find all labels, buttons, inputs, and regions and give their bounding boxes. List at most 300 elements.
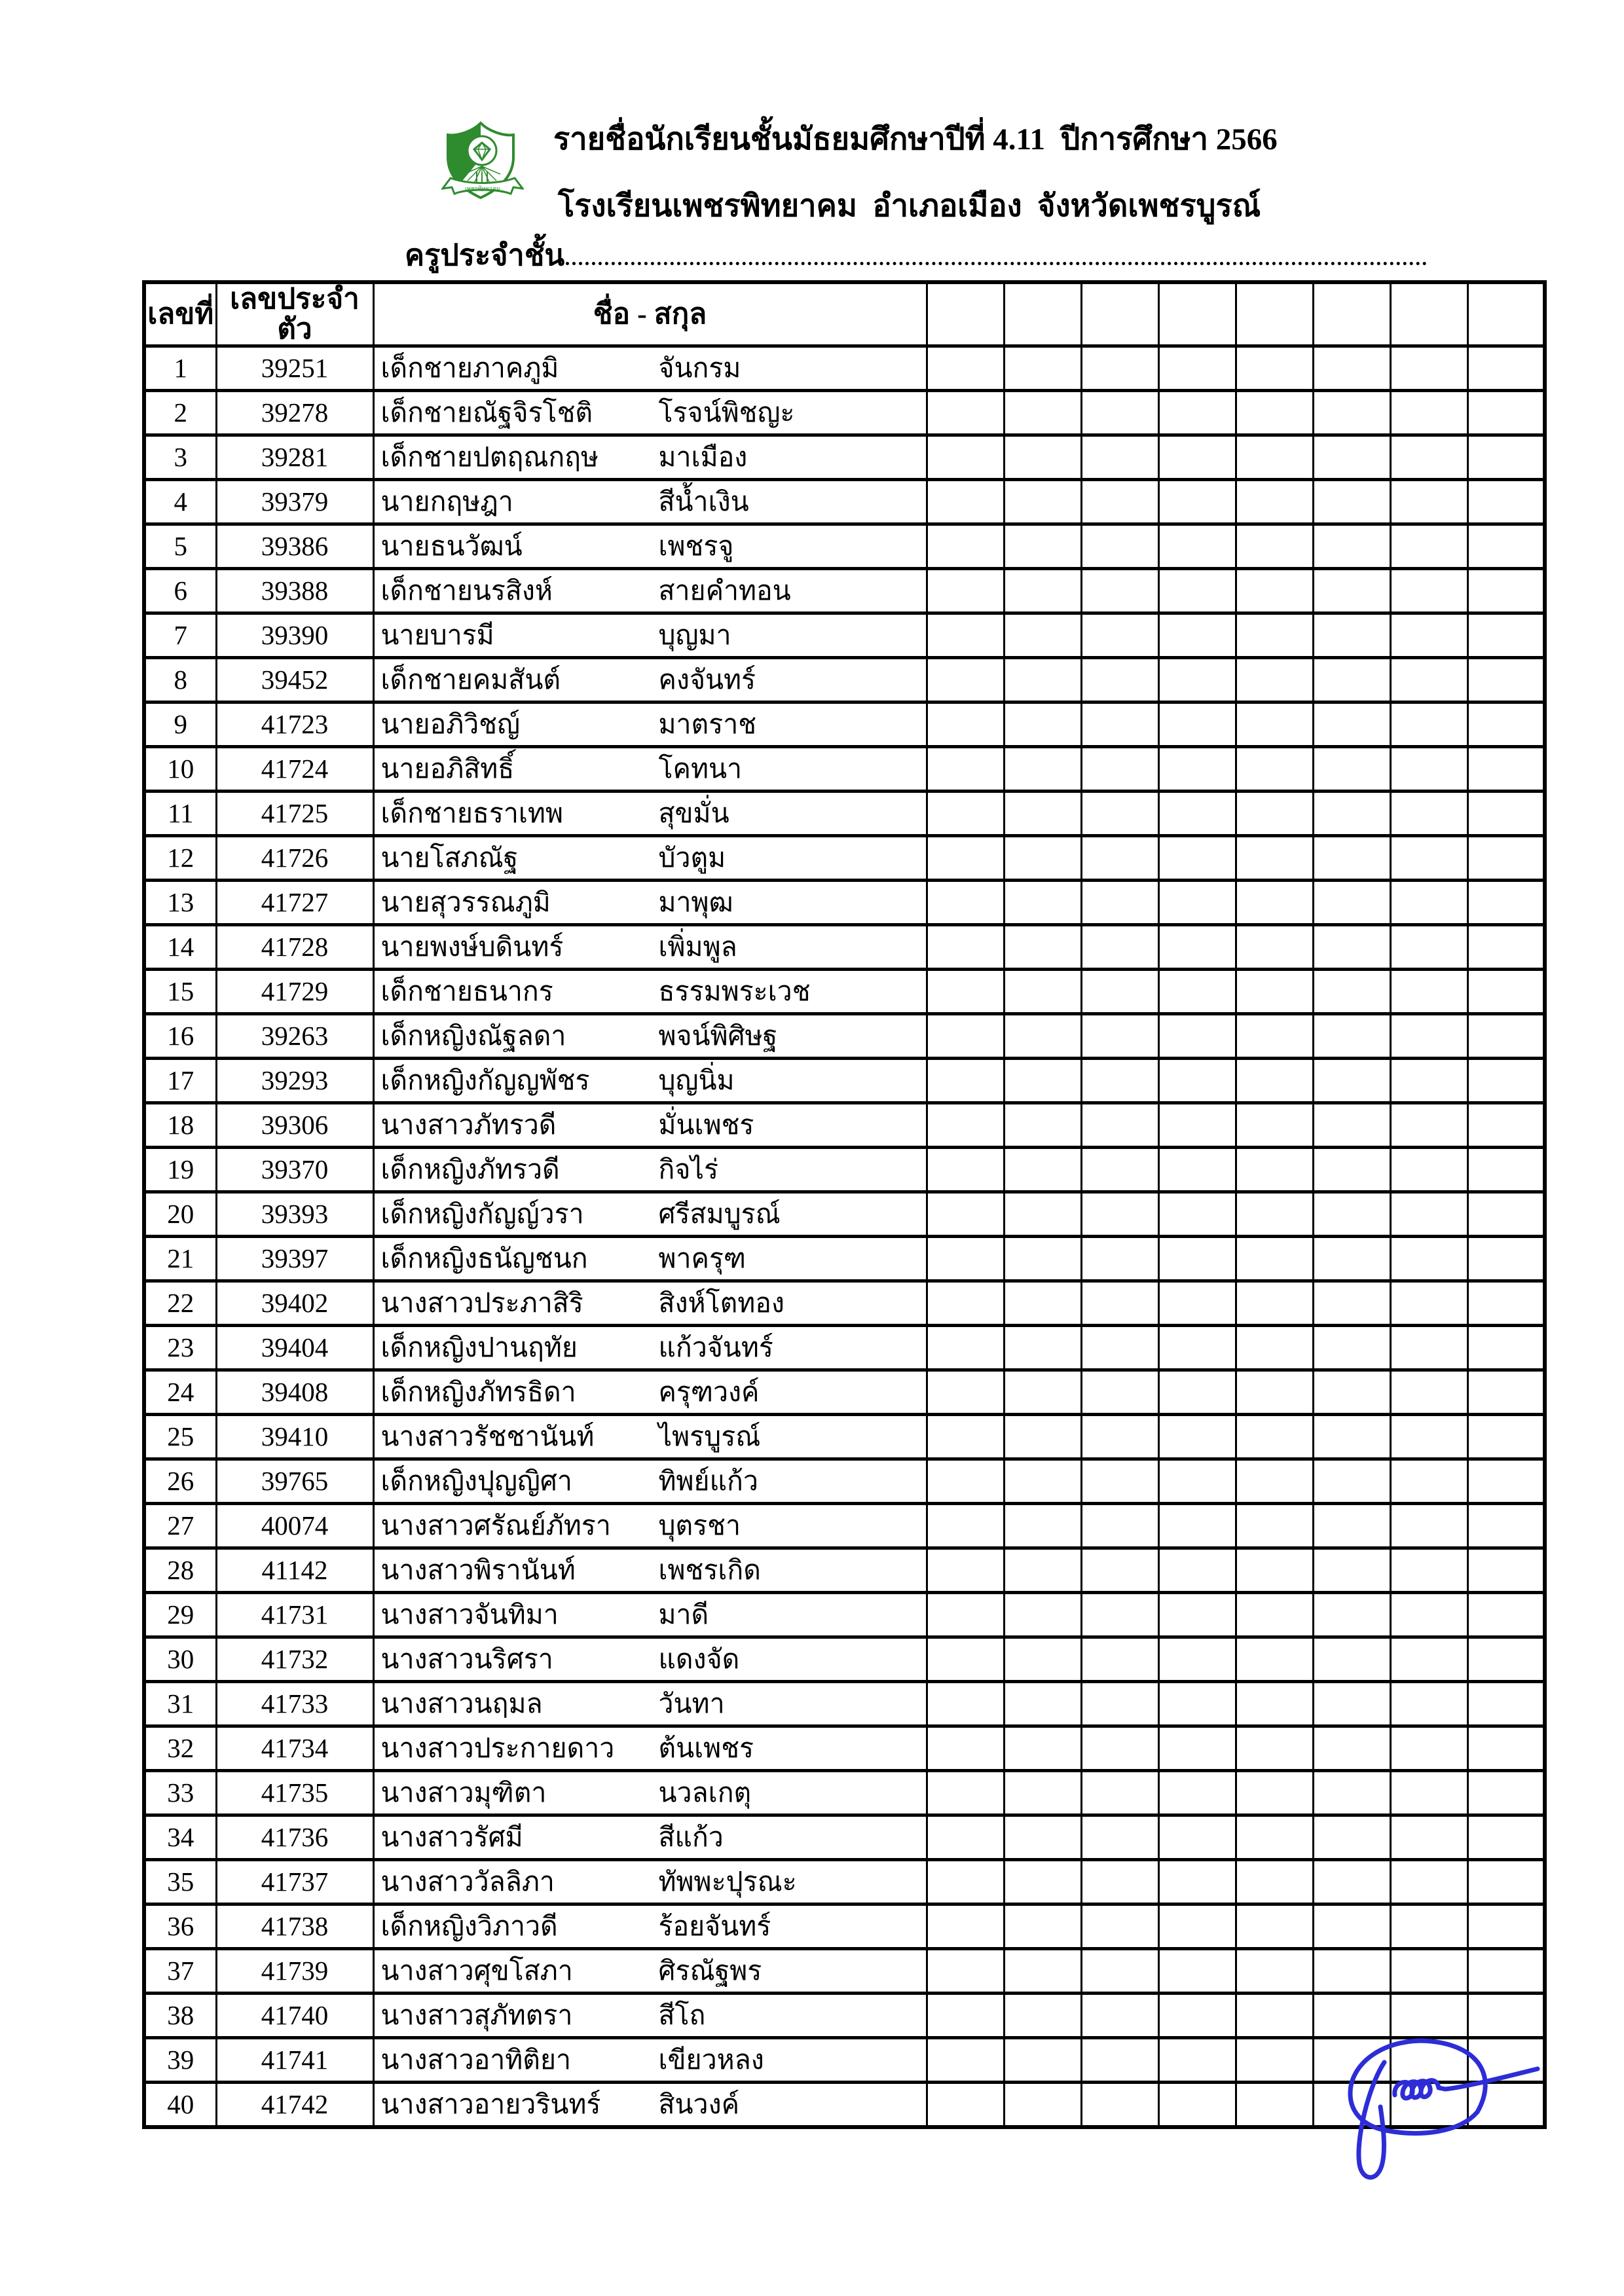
header-row [144, 282, 1545, 346]
empty-cell [1158, 925, 1236, 970]
empty-cell [1313, 1504, 1390, 1548]
empty-cell [1236, 1014, 1313, 1059]
empty-cell [1313, 970, 1390, 1014]
student-name [373, 1148, 927, 1192]
empty-cell [1467, 524, 1545, 569]
student-id: 39402 [216, 1281, 373, 1326]
table-row [144, 1103, 1545, 1148]
empty-cell [1081, 1192, 1158, 1237]
last-name: เพชรจู [658, 531, 734, 562]
student-name [373, 1682, 927, 1726]
first-name: เด็กหญิงธนัญชนก [380, 1243, 588, 1274]
empty-cell [1158, 1504, 1236, 1548]
table-row [144, 480, 1545, 524]
empty-cell [1236, 836, 1313, 881]
empty-cell [1390, 925, 1467, 970]
table-row [144, 747, 1545, 792]
table-row [144, 1949, 1545, 1994]
empty-cell [1236, 1148, 1313, 1192]
empty-cell [1004, 747, 1081, 792]
last-name: ต้นเพชร [658, 1733, 754, 1764]
empty-cell [1467, 1815, 1545, 1860]
first-name: นายพงษ์บดินทร์ [380, 932, 564, 962]
last-name: พาครุฑ [658, 1243, 747, 1274]
empty-cell [927, 1860, 1004, 1904]
row-number: 11 [144, 792, 216, 836]
table-row [144, 1459, 1545, 1504]
empty-cell [927, 1548, 1004, 1593]
empty-cell [927, 1014, 1004, 1059]
empty-cell [1467, 1281, 1545, 1326]
last-name: โคทนา [658, 754, 743, 784]
last-name: เพชรเกิด [658, 1555, 761, 1586]
student-id: 39390 [216, 613, 373, 658]
row-number: 27 [144, 1504, 216, 1548]
last-name: ศิรณัฐพร [658, 1956, 762, 1986]
empty-cell [1081, 569, 1158, 613]
empty-cell [1158, 747, 1236, 792]
empty-cell [1004, 881, 1081, 925]
empty-cell [1004, 1459, 1081, 1504]
student-id: 41738 [216, 1904, 373, 1949]
empty-cell [927, 1682, 1004, 1726]
empty-cell [1390, 1860, 1467, 1904]
empty-cell [1158, 792, 1236, 836]
empty-cell [1158, 702, 1236, 747]
table-row [144, 1904, 1545, 1949]
last-name: จันกรม [658, 353, 741, 384]
empty-cell [1390, 970, 1467, 1014]
last-name: สายคำทอน [658, 575, 791, 606]
row-number: 30 [144, 1637, 216, 1682]
empty-cell [1313, 1726, 1390, 1771]
row-number: 8 [144, 658, 216, 702]
table-row [144, 836, 1545, 881]
student-id: 39263 [216, 1014, 373, 1059]
last-name: ทิพย์แก้ว [658, 1466, 758, 1497]
empty-cell [1467, 1994, 1545, 2038]
first-name: นางสาวจันทิมา [380, 1599, 559, 1630]
first-name: เด็กชายณัฐจิรโชติ [380, 397, 593, 428]
empty-cell [1081, 435, 1158, 480]
row-number: 39 [144, 2038, 216, 2083]
empty-cell [1236, 1682, 1313, 1726]
empty-cell [1390, 1815, 1467, 1860]
empty-cell [1081, 702, 1158, 747]
empty-cell [1467, 1504, 1545, 1548]
empty-cell [1004, 1637, 1081, 1682]
empty-header-cell [1390, 282, 1467, 346]
empty-cell [1390, 569, 1467, 613]
empty-cell [1004, 1103, 1081, 1148]
empty-cell [1390, 1548, 1467, 1593]
empty-cell [1390, 1682, 1467, 1726]
empty-cell [1467, 1593, 1545, 1637]
empty-cell [1313, 1103, 1390, 1148]
empty-cell [1004, 435, 1081, 480]
table-row [144, 391, 1545, 435]
empty-cell [927, 747, 1004, 792]
empty-cell [1390, 1059, 1467, 1103]
row-number: 7 [144, 613, 216, 658]
student-name [373, 1237, 927, 1281]
student-name [373, 970, 927, 1014]
empty-cell [1390, 1994, 1467, 2038]
first-name: นายโสภณัฐ [380, 843, 519, 873]
table-row [144, 435, 1545, 480]
row-number: 25 [144, 1415, 216, 1459]
empty-cell [1081, 925, 1158, 970]
first-name: เด็กชายปตฤณกฤษ [380, 442, 599, 473]
student-name [373, 1103, 927, 1148]
first-name: นางสาวศุขโสภา [380, 1956, 573, 1986]
student-id: 41725 [216, 792, 373, 836]
empty-cell [1236, 1860, 1313, 1904]
empty-cell [1158, 1949, 1236, 1994]
empty-cell [1158, 1860, 1236, 1904]
first-name: เด็กหญิงปานฤทัย [380, 1332, 578, 1363]
empty-cell [1081, 1459, 1158, 1504]
student-id: 41728 [216, 925, 373, 970]
empty-cell [1236, 1994, 1313, 2038]
empty-cell [1467, 747, 1545, 792]
first-name: นางสาวประกายดาว [380, 1733, 615, 1764]
last-name: มาเมือง [658, 442, 748, 473]
student-name [373, 881, 927, 925]
empty-cell [1004, 1860, 1081, 1904]
empty-cell [1390, 1237, 1467, 1281]
student-id: 41741 [216, 2038, 373, 2083]
empty-cell [1313, 1415, 1390, 1459]
empty-cell [1390, 391, 1467, 435]
empty-cell [1313, 1370, 1390, 1415]
empty-cell [1004, 1548, 1081, 1593]
empty-cell [1313, 1593, 1390, 1637]
row-number: 21 [144, 1237, 216, 1281]
table-row [144, 1326, 1545, 1370]
empty-cell [1004, 1726, 1081, 1771]
table-row [144, 702, 1545, 747]
first-name: เด็กชายภาคภูมิ [380, 353, 559, 384]
empty-cell [1236, 346, 1313, 391]
empty-cell [1467, 1059, 1545, 1103]
empty-cell [927, 702, 1004, 747]
last-name: บัวตูม [658, 843, 726, 873]
table-row [144, 1370, 1545, 1415]
student-name [373, 658, 927, 702]
student-id: 41733 [216, 1682, 373, 1726]
empty-cell [1158, 1148, 1236, 1192]
empty-cell [1158, 1326, 1236, 1370]
empty-cell [1313, 1459, 1390, 1504]
row-number: 36 [144, 1904, 216, 1949]
empty-cell [1313, 881, 1390, 925]
student-id: 39281 [216, 435, 373, 480]
empty-cell [1158, 1459, 1236, 1504]
empty-cell [1158, 970, 1236, 1014]
student-name [373, 569, 927, 613]
student-id: 41740 [216, 1994, 373, 2038]
student-id: 39410 [216, 1415, 373, 1459]
first-name: เด็กหญิงกัญญ์วรา [380, 1199, 584, 1230]
empty-cell [927, 658, 1004, 702]
empty-cell [1081, 1059, 1158, 1103]
empty-cell [1390, 1726, 1467, 1771]
teacher-dotted-line [566, 257, 1427, 265]
empty-cell [927, 925, 1004, 970]
empty-header-cell [1313, 282, 1390, 346]
table-row [144, 1281, 1545, 1326]
empty-cell [927, 1281, 1004, 1326]
row-number: 2 [144, 391, 216, 435]
student-id: 41739 [216, 1949, 373, 1994]
student-id: 41731 [216, 1593, 373, 1637]
empty-cell [1313, 1014, 1390, 1059]
empty-cell [927, 1148, 1004, 1192]
empty-cell [1236, 1548, 1313, 1593]
empty-cell [1158, 1637, 1236, 1682]
empty-cell [1390, 480, 1467, 524]
empty-cell [1081, 613, 1158, 658]
last-name: ไพรบูรณ์ [658, 1421, 761, 1452]
empty-cell [1236, 2083, 1313, 2128]
empty-cell [1390, 1904, 1467, 1949]
student-id: 41736 [216, 1815, 373, 1860]
row-number: 40 [144, 2083, 216, 2128]
empty-cell [927, 1192, 1004, 1237]
student-id: 40074 [216, 1504, 373, 1548]
first-name: เด็กชายคมสันต์ [380, 665, 561, 695]
first-name: นางสาวภัทรวดี [380, 1110, 557, 1140]
empty-cell [1081, 1949, 1158, 1994]
first-name: นางสาวอายวรินทร์ [380, 2089, 601, 2120]
empty-cell [927, 970, 1004, 1014]
first-name: เด็กหญิงภัทรธิดา [380, 1377, 576, 1408]
empty-cell [1313, 836, 1390, 881]
empty-cell [1467, 1637, 1545, 1682]
first-name: เด็กหญิงปุญญิศา [380, 1466, 572, 1497]
table-row [144, 1237, 1545, 1281]
empty-cell [1004, 1593, 1081, 1637]
empty-cell [1390, 747, 1467, 792]
student-id: 41735 [216, 1771, 373, 1815]
first-name: นางสาววัลลิภา [380, 1867, 555, 1897]
roster-body [144, 346, 1545, 2128]
empty-cell [1158, 1815, 1236, 1860]
empty-cell [1390, 1415, 1467, 1459]
empty-cell [1236, 1904, 1313, 1949]
student-id: 41724 [216, 747, 373, 792]
empty-cell [1313, 792, 1390, 836]
empty-cell [1390, 836, 1467, 881]
table-row [144, 1593, 1545, 1637]
empty-cell [1467, 1415, 1545, 1459]
empty-cell [927, 1059, 1004, 1103]
student-name [373, 925, 927, 970]
empty-cell [1081, 1815, 1158, 1860]
empty-cell [1158, 613, 1236, 658]
empty-cell [1004, 1682, 1081, 1726]
empty-cell [1158, 435, 1236, 480]
empty-cell [1236, 1326, 1313, 1370]
empty-cell [1158, 1103, 1236, 1148]
empty-cell [1081, 346, 1158, 391]
empty-cell [1158, 1014, 1236, 1059]
empty-cell [1313, 1860, 1390, 1904]
student-id: 41732 [216, 1637, 373, 1682]
empty-cell [927, 2083, 1004, 2128]
student-id: 39379 [216, 480, 373, 524]
empty-cell [1236, 1504, 1313, 1548]
first-name: เด็กหญิงณัฐลดา [380, 1021, 566, 1051]
empty-cell [1390, 1771, 1467, 1815]
empty-cell [1081, 1771, 1158, 1815]
empty-cell [927, 1994, 1004, 2038]
empty-cell [1081, 1103, 1158, 1148]
student-name [373, 1593, 927, 1637]
student-id: 39386 [216, 524, 373, 569]
empty-cell [927, 1726, 1004, 1771]
empty-cell [1158, 1281, 1236, 1326]
table-row [144, 1504, 1545, 1548]
empty-cell [1313, 1994, 1390, 2038]
student-name [373, 1459, 927, 1504]
empty-cell [1313, 747, 1390, 792]
empty-cell [1158, 1370, 1236, 1415]
empty-cell [1390, 658, 1467, 702]
row-number: 3 [144, 435, 216, 480]
empty-cell [1081, 747, 1158, 792]
table-row [144, 1994, 1545, 2038]
empty-header-cell [1004, 282, 1081, 346]
empty-cell [1236, 1593, 1313, 1637]
empty-cell [1158, 480, 1236, 524]
last-name: บุญนิ่ม [658, 1065, 735, 1096]
empty-cell [1158, 1192, 1236, 1237]
empty-cell [1236, 480, 1313, 524]
empty-cell [1467, 1771, 1545, 1815]
empty-cell [927, 2038, 1004, 2083]
student-name [373, 1815, 927, 1860]
empty-cell [1313, 1637, 1390, 1682]
empty-cell [1467, 1237, 1545, 1281]
empty-cell [1004, 1415, 1081, 1459]
empty-cell [1004, 1504, 1081, 1548]
empty-cell [1081, 1014, 1158, 1059]
table-row [144, 569, 1545, 613]
row-number: 18 [144, 1103, 216, 1148]
row-number: 12 [144, 836, 216, 881]
empty-cell [1467, 2083, 1545, 2128]
empty-header-cell [1467, 282, 1545, 346]
student-id: 41729 [216, 970, 373, 1014]
first-name: เด็กหญิงภัทรวดี [380, 1154, 560, 1185]
empty-cell [927, 1637, 1004, 1682]
first-name: นางสาวนฤมล [380, 1688, 543, 1719]
empty-cell [1081, 881, 1158, 925]
table-row [144, 1860, 1545, 1904]
empty-cell [1004, 480, 1081, 524]
student-id: 39370 [216, 1148, 373, 1192]
student-id: 39388 [216, 569, 373, 613]
last-name: มั่นเพชร [658, 1110, 754, 1140]
table-row [144, 1548, 1545, 1593]
last-name: สุขมั่น [658, 798, 729, 829]
empty-cell [1081, 970, 1158, 1014]
table-row [144, 658, 1545, 702]
empty-cell [1158, 2038, 1236, 2083]
row-number: 6 [144, 569, 216, 613]
empty-cell [1004, 346, 1081, 391]
last-name: สีโถ [658, 2000, 706, 2031]
last-name: ทัพพะปุรณะ [658, 1867, 797, 1897]
first-name: นางสาวอาทิติยา [380, 2045, 571, 2075]
row-number: 38 [144, 1994, 216, 2038]
empty-cell [1390, 1192, 1467, 1237]
row-number: 24 [144, 1370, 216, 1415]
student-name [373, 480, 927, 524]
student-id: 41727 [216, 881, 373, 925]
table-row [144, 1014, 1545, 1059]
row-number: 5 [144, 524, 216, 569]
empty-cell [1467, 1860, 1545, 1904]
empty-cell [1081, 1860, 1158, 1904]
empty-cell [1390, 1593, 1467, 1637]
empty-cell [1004, 2083, 1081, 2128]
row-number: 26 [144, 1459, 216, 1504]
empty-header-cell [1158, 282, 1236, 346]
empty-cell [1313, 925, 1390, 970]
student-name [373, 1994, 927, 2038]
empty-cell [1004, 613, 1081, 658]
empty-cell [1004, 1994, 1081, 2038]
empty-cell [1467, 1326, 1545, 1370]
empty-cell [1081, 1326, 1158, 1370]
empty-cell [1467, 1103, 1545, 1148]
empty-cell [927, 1103, 1004, 1148]
empty-cell [1004, 925, 1081, 970]
student-id: 41742 [216, 2083, 373, 2128]
last-name: พจน์พิศิษฐ [658, 1021, 778, 1051]
empty-cell [1004, 1192, 1081, 1237]
empty-cell [1081, 2083, 1158, 2128]
last-name: กิจไร่ [658, 1154, 718, 1185]
student-name [373, 2083, 927, 2128]
empty-cell [1390, 524, 1467, 569]
empty-cell [1004, 1014, 1081, 1059]
column-header-name: ชื่อ - สกุล [373, 282, 927, 346]
empty-cell [1390, 1949, 1467, 1994]
empty-cell [927, 1459, 1004, 1504]
empty-cell [1467, 613, 1545, 658]
empty-cell [1236, 747, 1313, 792]
empty-cell [1236, 1415, 1313, 1459]
first-name: นางสาวรัชชานันท์ [380, 1421, 595, 1452]
empty-cell [1467, 480, 1545, 524]
empty-cell [927, 1237, 1004, 1281]
row-number: 13 [144, 881, 216, 925]
empty-cell [1313, 1148, 1390, 1192]
row-number: 19 [144, 1148, 216, 1192]
school-name: โรงเรียนเพชรพิทยาคม อำเภอเมือง จังหวัดเพชรบูรณ์ [558, 189, 1261, 223]
empty-cell [1236, 1281, 1313, 1326]
row-number: 34 [144, 1815, 216, 1860]
empty-cell [1004, 1904, 1081, 1949]
student-name [373, 1014, 927, 1059]
first-name: เด็กชายธราเทพ [380, 798, 563, 829]
empty-cell [1313, 1326, 1390, 1370]
student-id: 39306 [216, 1103, 373, 1148]
